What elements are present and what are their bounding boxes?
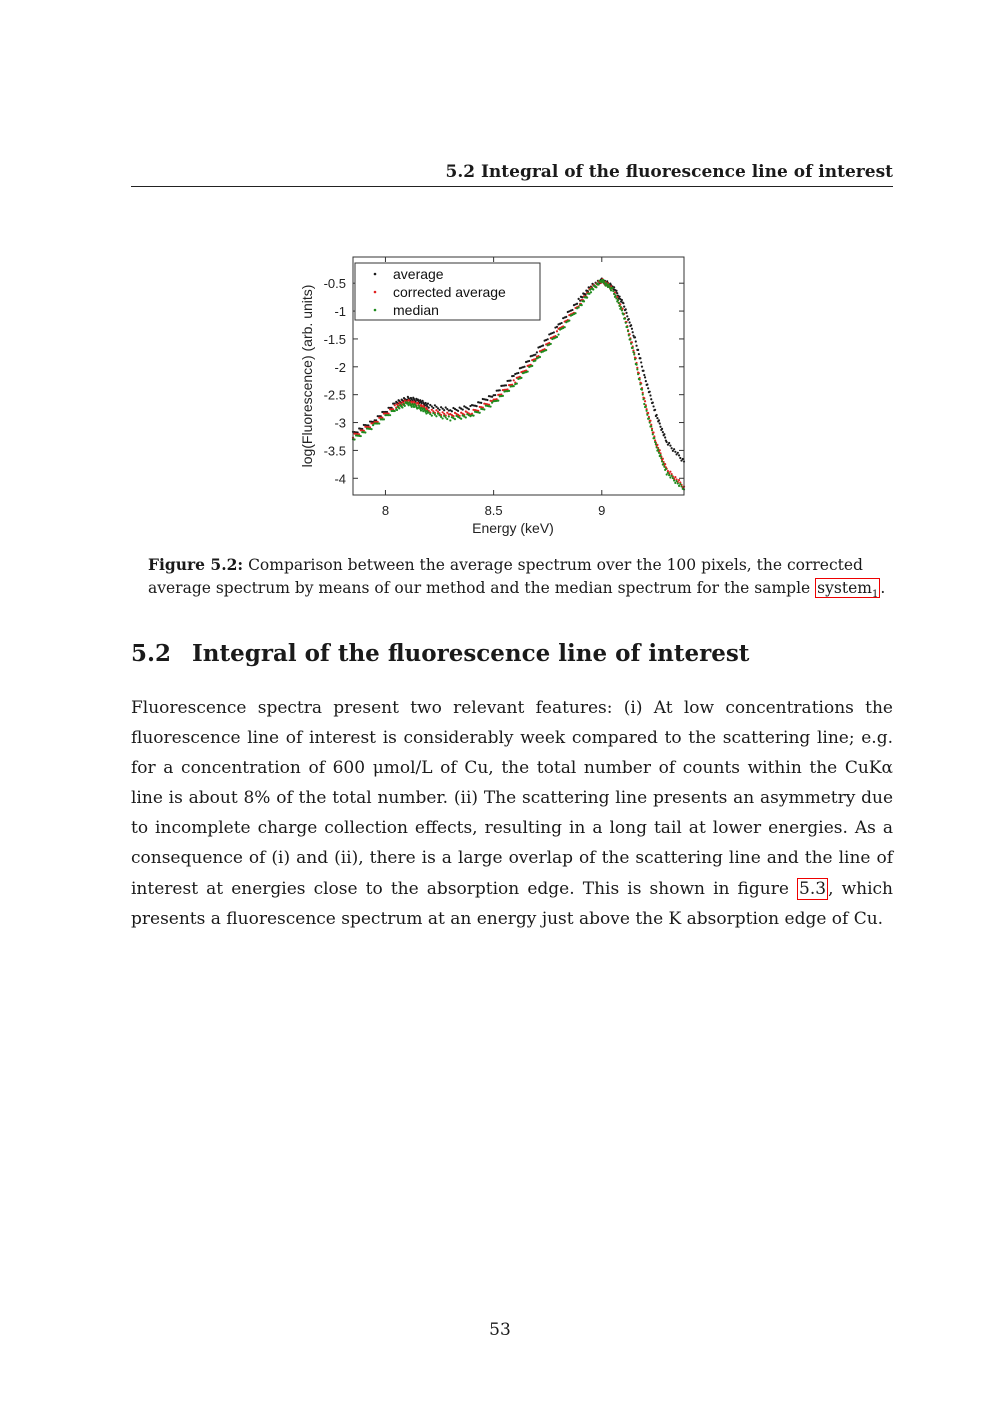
data-point: [652, 405, 654, 407]
data-point: [616, 292, 618, 294]
data-point: [632, 331, 634, 333]
y-tick-label: -2.5: [323, 387, 346, 403]
data-point: [625, 312, 627, 314]
data-point: [644, 376, 646, 378]
data-point: [662, 431, 664, 433]
data-point: [428, 407, 430, 409]
data-point: [642, 398, 644, 400]
data-point: [472, 415, 474, 417]
data-point: [613, 293, 615, 295]
data-point: [623, 306, 625, 308]
data-point: [438, 414, 440, 416]
data-point: [629, 321, 631, 323]
paragraph-text-2: , which presents a fluorescence spectrum at an energy just above the K absorption edge of Cu.: [131, 878, 893, 929]
data-point: [612, 290, 614, 292]
data-point: [440, 416, 442, 418]
data-point: [650, 398, 652, 400]
data-point: [389, 414, 391, 416]
data-point: [372, 424, 374, 426]
data-point: [659, 426, 661, 428]
data-point: [634, 336, 636, 338]
data-point: [545, 349, 547, 351]
data-point: [434, 414, 436, 416]
data-point: [612, 287, 614, 289]
data-point: [499, 389, 501, 391]
caption-system-link[interactable]: [815, 578, 880, 601]
data-point: [586, 297, 588, 299]
data-point: [404, 405, 406, 407]
data-point: [516, 383, 518, 385]
y-tick-label: -3: [334, 415, 346, 431]
data-point: [550, 343, 552, 345]
data-point: [608, 284, 610, 286]
data-point: [675, 480, 677, 482]
y-tick-label: -3.5: [323, 443, 346, 459]
figure-caption-text: Comparison between the average spectrum over the 100 pixels, the corrected average spectrum by means of our method and the median spectrum for the sample: [148, 556, 863, 597]
data-point: [679, 483, 681, 485]
data-point: [642, 393, 644, 395]
data-point: [489, 405, 491, 407]
data-point: [622, 302, 624, 304]
data-point: [618, 302, 620, 304]
data-point: [671, 447, 673, 449]
data-point: [595, 286, 597, 288]
data-point: [626, 326, 628, 328]
data-point: [643, 374, 645, 376]
data-point: [578, 298, 580, 300]
data-point: [624, 318, 626, 320]
legend-label: average: [393, 266, 444, 282]
data-point: [435, 415, 437, 417]
data-point: [631, 328, 633, 330]
data-point: [629, 338, 631, 340]
data-point: [617, 299, 619, 301]
data-point: [610, 289, 612, 291]
data-point: [523, 366, 525, 368]
data-point: [483, 408, 485, 410]
data-point: [625, 308, 627, 310]
data-point: [428, 411, 430, 413]
data-point: [531, 365, 533, 367]
data-point: [656, 417, 658, 419]
data-point: [590, 291, 592, 293]
data-point: [655, 443, 657, 445]
data-point: [645, 406, 647, 408]
data-point: [632, 351, 634, 353]
data-point: [528, 360, 530, 362]
x-tick-label: 8.5: [484, 503, 503, 518]
data-point: [640, 361, 642, 363]
data-point: [635, 340, 637, 342]
data-point: [680, 485, 682, 487]
running-header-title: 5.2 Integral of the fluorescence line of interest: [445, 162, 893, 182]
y-tick-label: -4: [334, 471, 346, 487]
data-point: [658, 419, 660, 421]
data-point: [659, 422, 661, 424]
data-point: [647, 387, 649, 389]
data-point: [639, 378, 641, 380]
data-point: [556, 326, 558, 328]
data-point: [638, 353, 640, 355]
data-point: [513, 375, 515, 377]
figure-label: Figure 5.2:: [148, 555, 244, 574]
data-point: [534, 360, 536, 362]
data-point: [644, 400, 646, 402]
data-point: [656, 446, 658, 448]
data-point: [539, 356, 541, 358]
data-point: [667, 472, 669, 474]
data-point: [449, 419, 451, 421]
data-point: [505, 384, 507, 386]
data-point: [442, 411, 444, 413]
data-point: [584, 293, 586, 295]
y-tick-label: -1: [334, 304, 346, 320]
data-point: [443, 413, 445, 415]
data-point: [628, 334, 630, 336]
data-point: [677, 482, 679, 484]
data-point: [649, 394, 651, 396]
running-header: [131, 160, 893, 187]
y-tick-label: -1.5: [323, 331, 346, 347]
data-point: [666, 441, 668, 443]
data-point: [635, 364, 637, 366]
data-point: [581, 304, 583, 306]
data-point: [465, 416, 467, 418]
data-point: [502, 395, 504, 397]
data-point: [678, 479, 680, 481]
caption-end: .: [880, 579, 886, 597]
y-axis-label: log(Fluorescence) (arb. units): [299, 284, 315, 468]
data-point: [443, 409, 445, 411]
data-point: [637, 349, 639, 351]
data-point: [583, 300, 585, 302]
data-point: [650, 425, 652, 427]
data-point: [620, 306, 622, 308]
data-point: [674, 482, 676, 484]
section-paragraph: [131, 693, 893, 934]
data-point: [646, 410, 648, 412]
data-point: [663, 433, 665, 435]
data-point: [635, 345, 637, 347]
data-point: [651, 429, 653, 431]
data-point: [556, 336, 558, 338]
data-point: [649, 391, 651, 393]
data-point: [674, 451, 676, 453]
data-point: [571, 309, 573, 311]
paragraph-text-1: Fluorescence spectra present two relevant features: (i) At low concentrations the fluorescence line of interest is considerably week compared to the scattering line; e.g. for a concentration of 600 μmol/L of Cu, the total number of counts within the CuKα line is about 8% of the total number. (ii) The scattering line presents an asymmetry due to incomplete charge collection effects, resulting in a long tail at lower energies. As a consequence of (i) and (ii), there is a large overlap of the scattering line and the line of interest at energies close to the absorption edge. This is shown in figure: [131, 698, 893, 899]
data-point: [564, 326, 566, 328]
data-point: [520, 377, 522, 379]
data-point: [661, 460, 663, 462]
data-point: [673, 479, 675, 481]
data-point: [652, 402, 654, 404]
data-point: [442, 417, 444, 419]
data-point: [669, 471, 671, 473]
data-point: [605, 282, 607, 284]
data-point: [646, 383, 648, 385]
data-point: [666, 473, 668, 475]
data-point: [678, 454, 680, 456]
data-point: [634, 358, 636, 360]
data-point: [565, 316, 567, 318]
caption-ref-subscript: 1: [871, 589, 879, 601]
data-point: [674, 476, 676, 478]
data-point: [598, 283, 600, 285]
data-point: [429, 413, 431, 415]
data-point: [608, 285, 610, 287]
data-point: [649, 421, 651, 423]
data-point: [460, 418, 462, 420]
data-point: [476, 405, 478, 407]
data-point: [639, 357, 641, 359]
data-point: [602, 279, 604, 281]
data-point: [383, 418, 385, 420]
data-point: [671, 475, 673, 477]
x-tick-label: 9: [598, 503, 606, 518]
data-point: [557, 333, 559, 335]
data-point: [603, 281, 605, 283]
data-point: [398, 407, 400, 409]
legend-label: median: [393, 302, 439, 318]
data-point: [654, 441, 656, 443]
data-point: [646, 414, 648, 416]
data-point: [661, 428, 663, 430]
data-point: [625, 322, 627, 324]
legend-marker: [374, 273, 377, 276]
data-point: [427, 403, 429, 405]
data-point: [513, 385, 515, 387]
data-point: [360, 435, 362, 437]
data-point: [659, 454, 661, 456]
caption-ref-text: system: [817, 579, 872, 597]
data-point: [615, 290, 617, 292]
data-point: [513, 379, 515, 381]
data-point: [643, 403, 645, 405]
data-point: [630, 343, 632, 345]
data-point: [370, 428, 372, 430]
spectrum-chart: [290, 245, 700, 545]
data-point: [396, 409, 398, 411]
data-point: [432, 412, 434, 414]
data-point: [668, 474, 670, 476]
y-tick-label: -0.5: [323, 276, 346, 292]
data-point: [578, 306, 580, 308]
data-point: [574, 312, 576, 314]
x-tick-label: 8: [381, 503, 390, 518]
data-point: [622, 313, 624, 315]
data-point: [663, 462, 665, 464]
data-point: [353, 438, 355, 440]
section-title: Integral of the fluorescence line of interest: [192, 640, 750, 667]
section-heading: [131, 640, 749, 667]
data-point: [677, 452, 679, 454]
data-point: [435, 409, 437, 411]
data-point: [630, 324, 632, 326]
data-point: [618, 305, 620, 307]
y-tick-label: -2: [334, 359, 346, 375]
legend: [355, 263, 540, 320]
data-point: [653, 437, 655, 439]
data-point: [642, 370, 644, 372]
figure-5-2: [290, 245, 700, 545]
data-point: [401, 406, 403, 408]
section-number: 5.2: [131, 640, 172, 667]
data-point: [648, 417, 650, 419]
data-point: [637, 373, 639, 375]
data-point: [621, 309, 623, 311]
data-point: [494, 394, 496, 396]
data-point: [480, 402, 482, 404]
data-point: [673, 448, 675, 450]
data-point: [510, 379, 512, 381]
data-point: [536, 351, 538, 353]
data-point: [394, 410, 396, 412]
legend-marker: [374, 291, 377, 294]
page-number: 53: [489, 1320, 511, 1340]
data-point: [678, 485, 680, 487]
data-point: [660, 457, 662, 459]
data-point: [378, 422, 380, 424]
data-point: [654, 409, 656, 411]
data-point: [457, 410, 459, 412]
data-point: [626, 315, 628, 317]
data-point: [615, 294, 617, 296]
data-point: [431, 409, 433, 411]
data-point: [636, 368, 638, 370]
data-point: [669, 445, 671, 447]
data-point: [547, 338, 549, 340]
data-point: [468, 408, 470, 410]
data-point: [553, 331, 555, 333]
data-point: [633, 353, 635, 355]
data-point: [641, 366, 643, 368]
data-point: [627, 330, 629, 332]
data-point: [561, 322, 563, 324]
data-point: [437, 413, 439, 415]
data-point: [658, 452, 660, 454]
data-point: [672, 477, 674, 479]
data-point: [656, 414, 658, 416]
figure-5-3-link[interactable]: 5.3: [799, 878, 827, 899]
data-point: [497, 400, 499, 402]
data-point: [527, 371, 529, 373]
data-point: [394, 404, 396, 406]
data-point: [446, 418, 448, 420]
data-point: [621, 299, 623, 301]
data-point: [486, 399, 488, 401]
data-point: [432, 407, 434, 409]
data-point: [443, 415, 445, 417]
data-point: [669, 476, 671, 478]
data-point: [628, 318, 630, 320]
data-point: [641, 389, 643, 391]
data-point: [448, 415, 450, 417]
data-point: [576, 303, 578, 305]
data-point: [462, 408, 464, 410]
data-point: [639, 383, 641, 385]
data-point: [556, 330, 558, 332]
data-point: [431, 415, 433, 417]
data-point: [438, 409, 440, 411]
data-point: [668, 442, 670, 444]
legend-label: corrected average: [393, 284, 506, 300]
data-point: [517, 372, 519, 374]
data-point: [445, 416, 447, 418]
data-point: [645, 380, 647, 382]
data-point: [663, 466, 665, 468]
data-point: [454, 418, 456, 420]
data-point: [451, 410, 453, 412]
data-point: [665, 468, 667, 470]
x-axis-label: Energy (keV): [472, 520, 554, 536]
data-point: [568, 320, 570, 322]
data-point: [679, 457, 681, 459]
data-point: [652, 433, 654, 435]
data-point: [664, 436, 666, 438]
data-point: [479, 412, 481, 414]
data-point: [534, 354, 536, 356]
data-point: [542, 344, 544, 346]
data-point: [592, 288, 594, 290]
data-point: [364, 431, 366, 433]
data-point: [657, 449, 659, 451]
data-point: [446, 412, 448, 414]
figure-caption: [148, 553, 888, 606]
legend-marker: [374, 309, 377, 312]
data-point: [508, 390, 510, 392]
data-point: [615, 297, 617, 299]
data-point: [618, 296, 620, 298]
data-point: [632, 347, 634, 349]
